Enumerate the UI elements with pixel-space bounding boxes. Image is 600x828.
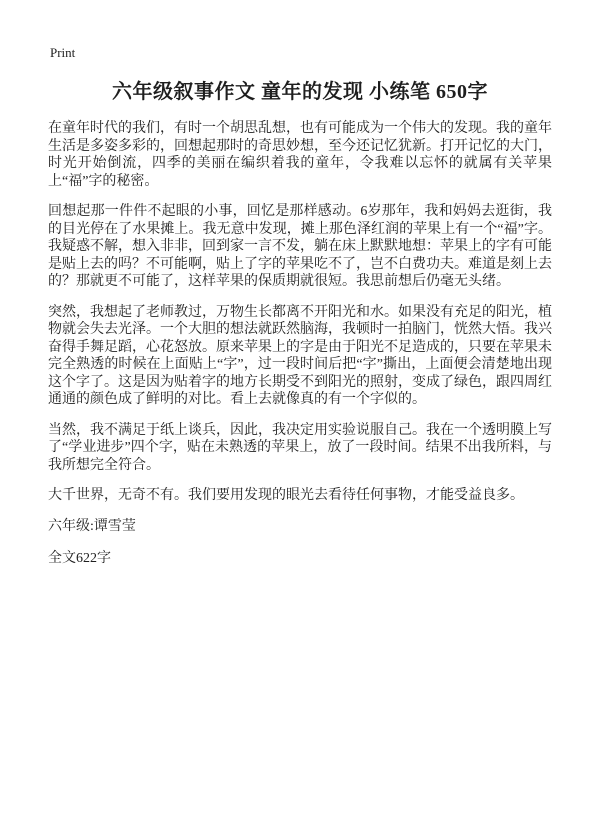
essay-word-count: 全文622字 bbox=[48, 551, 111, 566]
print-link[interactable]: Print bbox=[50, 45, 76, 60]
essay-paragraph-4: 当然，我不满足于纸上谈兵，因此，我决定用实验说服自己。我在一个透明膜上写了“学业进步”四个字，贴在未熟透的苹果上，放了一段时间。结果不出我所料，与我所想完全符合。 bbox=[48, 422, 552, 473]
essay-paragraph-1: 在童年时代的我们，有时一个胡思乱想，也有可能成为一个伟大的发现。我的童年生活是多姿多彩的，回想起那时的奇思妙想，至今还记忆犹新。打开记忆的大门，时光开始倒流，四季的美丽在编织着我的童年，令我难以忘怀的就属有关苹果上“福”字的秘密。 bbox=[48, 121, 552, 189]
essay-paragraph-5: 大千世界，无奇不有。我们要用发现的眼光去看待任何事物，才能受益良多。 bbox=[48, 488, 524, 503]
essay-byline: 六年级:谭雪莹 bbox=[48, 518, 136, 534]
essay-paragraph-3: 突然，我想起了老师教过，万物生长都离不开阳光和水。如果没有充足的阳光，植物就会失去光泽。一个大胆的想法就跃然脑海，我顿时一拍脑门，恍然大悟。我兴奋得手舞足蹈，心花怒放。原来苹果上的字是由于阳光不足造成的，只要在苹果未完全熟透的时候在上面贴上“字”，过一段时间后把“字”撕出，上面便会清楚地出现这个字了。这是因为贴着字的地方长期受不到阳光的照射，变成了绿色，跟四周红通通的颜色成了鲜明的对比。看上去就像真的有一个字似的。 bbox=[48, 304, 552, 407]
essay-title: 六年级叙事作文 童年的发现 小练笔 650字 bbox=[112, 81, 488, 103]
essay-paragraph-2: 回想起那一件件不起眼的小事，回忆是那样感动。6岁那年，我和妈妈去逛街，我的目光停在了水果摊上。我无意中发现，摊上那色泽红润的苹果上有一个“福”字。我疑惑不解，想入非非，回到家一言不发，躺在床上默默地想：苹果上的字有可能是贴上去的吗？不可能啊，贴上了字的苹果吃不了，岂不白费功夫。难道是刻上去的？那就更不可能了，这样苹果的保质期就很短。我思前想后仍毫无头绪。 bbox=[48, 204, 552, 289]
